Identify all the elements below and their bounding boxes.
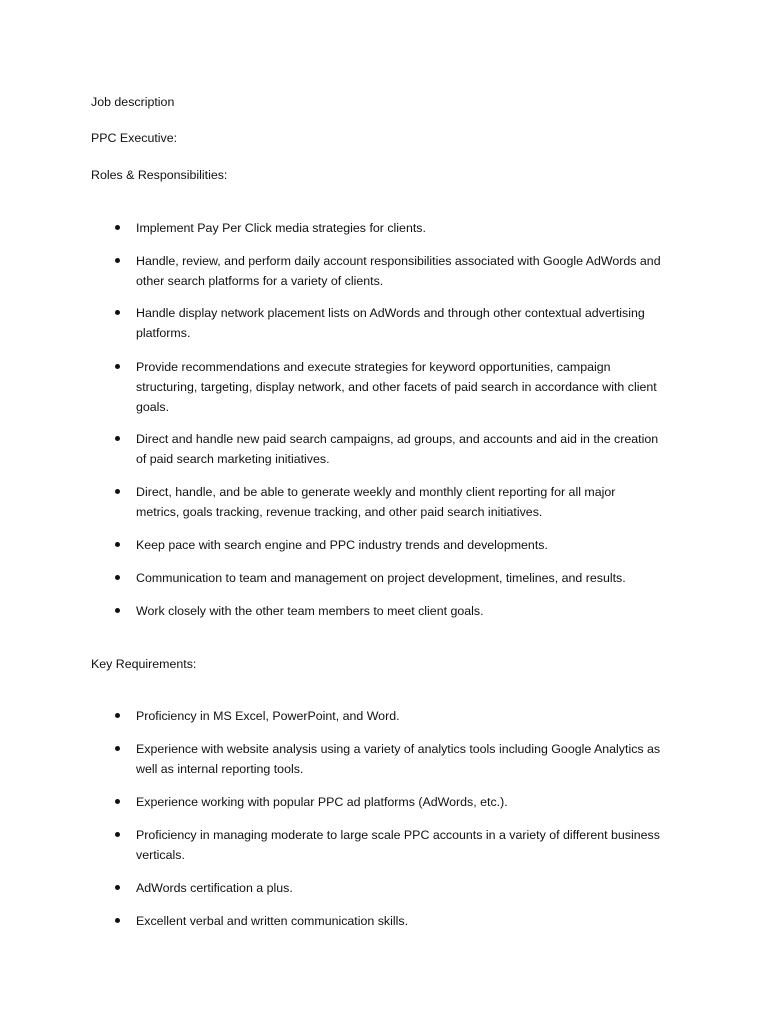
- list-item: [0, 911, 768, 931]
- list-item: [0, 251, 768, 291]
- list-item-text: verticals.: [136, 848, 185, 862]
- list-item: [0, 303, 768, 343]
- list-item-text: Direct and handle new paid search campaigns, ad groups, and accounts and aid in the creation: [136, 432, 659, 446]
- list-item-text: goals.: [136, 400, 170, 414]
- list-item: [0, 482, 768, 522]
- bullet-icon: [115, 542, 120, 547]
- list-item: [0, 535, 768, 555]
- document-title: Job description: [91, 95, 175, 109]
- bullet-icon: [115, 746, 120, 751]
- list-item-text: structuring, targeting, display network, and other facets of paid search in accordance with client: [136, 380, 657, 394]
- position-title: PPC Executive:: [91, 131, 178, 145]
- list-item-text: platforms.: [136, 326, 191, 340]
- list-item-text: Experience with website analysis using a variety of analytics tools including Google Analytics as: [136, 742, 661, 756]
- bullet-icon: [115, 436, 120, 441]
- list-item-text: Proficiency in managing moderate to large scale PPC accounts in a variety of different business: [136, 828, 660, 842]
- list-item: [0, 601, 768, 621]
- list-item-text: Provide recommendations and execute strategies for keyword opportunities, campaign: [136, 360, 611, 374]
- bullet-icon: [115, 575, 120, 580]
- list-item-text: Proficiency in MS Excel, PowerPoint, and Word.: [136, 709, 400, 723]
- list-item-text: Handle, review, and perform daily account responsibilities associated with Google AdWords and: [136, 254, 661, 268]
- list-item-text: Direct, handle, and be able to generate weekly and monthly client reporting for all major: [136, 485, 616, 499]
- bullet-icon: [115, 713, 120, 718]
- list-item-text: Communication to team and management on project development, timelines, and results.: [136, 571, 626, 585]
- bullet-icon: [115, 885, 120, 890]
- list-item-text: Keep pace with search engine and PPC industry trends and developments.: [136, 538, 548, 552]
- list-item: [0, 878, 768, 898]
- list-item-text: Experience working with popular PPC ad platforms (AdWords, etc.).: [136, 795, 508, 809]
- list-item-text: of paid search marketing initiatives.: [136, 452, 330, 466]
- bullet-icon: [115, 799, 120, 804]
- list-item: [0, 825, 768, 865]
- list-item-text: metrics, goals tracking, revenue tracking, and other paid search initiatives.: [136, 505, 543, 519]
- list-item: [0, 739, 768, 779]
- bullet-icon: [115, 225, 120, 230]
- list-item: [0, 568, 768, 588]
- bullet-icon: [115, 918, 120, 923]
- bullet-icon: [115, 832, 120, 837]
- roles-heading: Roles & Responsibilities:: [91, 168, 228, 182]
- list-item-text: AdWords certification a plus.: [136, 881, 293, 895]
- bullet-icon: [115, 364, 120, 369]
- list-item-text: Implement Pay Per Click media strategies for clients.: [136, 221, 426, 235]
- bullet-icon: [115, 489, 120, 494]
- list-item-text: Work closely with the other team members to meet client goals.: [136, 604, 484, 618]
- list-item-text: other search platforms for a variety of clients.: [136, 274, 384, 288]
- bullet-icon: [115, 608, 120, 613]
- list-item: [0, 218, 768, 238]
- list-item-text: Handle display network placement lists on AdWords and through other contextual advertising: [136, 306, 645, 320]
- bullet-icon: [115, 310, 120, 315]
- requirements-heading: Key Requirements:: [91, 657, 197, 671]
- list-item: [0, 357, 768, 417]
- list-item-text: well as internal reporting tools.: [136, 762, 304, 776]
- bullet-icon: [115, 258, 120, 263]
- list-item: [0, 792, 768, 812]
- list-item: [0, 706, 768, 726]
- list-item: [0, 429, 768, 469]
- list-item-text: Excellent verbal and written communication skills.: [136, 914, 409, 928]
